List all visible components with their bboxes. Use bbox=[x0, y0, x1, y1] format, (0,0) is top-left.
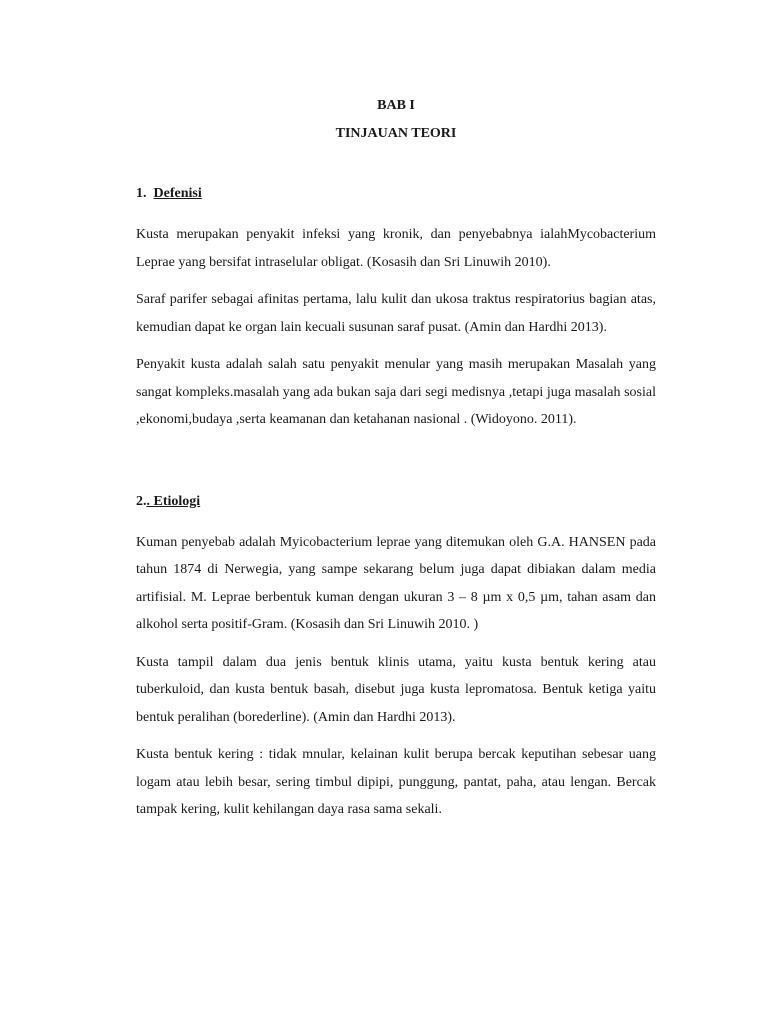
section-number: 2. bbox=[136, 493, 147, 509]
paragraph: Penyakit kusta adalah salah satu penyakit menular yang masih merupakan Masalah yang sangat kompleks.masalah yang ada bukan saja dari segi medisnya ,tetapi juga masalah sosial ,ekonomi,budaya ,serta keamanan dan ketahanan nasional . (Widoyono. 2011). bbox=[136, 357, 656, 427]
paragraph: Kusta tampil dalam dua jenis bentuk klinis utama, yaitu kusta bentuk kering atau tuberkuloid, dan kusta bentuk basah, disebut juga kusta lepromatosa. Bentuk ketiga yaitu bentuk peralihan (borederline). (Amin dan Hardhi 2013). bbox=[136, 654, 656, 725]
section-number: 1. bbox=[136, 186, 147, 201]
section-label: . Etiologi bbox=[146, 493, 201, 509]
paragraph: Kusta merupakan penyakit infeksi yang kronik, dan penyebabnya ialahMycobacterium Leprae yang bersifat intraselular obligat. (Kosasih dan Sri Linuwih 2010). bbox=[136, 227, 656, 270]
paragraph: Saraf parifer sebagai afinitas pertama, lalu kulit dan ukosa traktus respiratorius bagian atas, kemudian dapat ke organ lain kecuali susunan saraf pusat. (Amin dan Hardhi 2013). bbox=[136, 292, 656, 335]
chapter-title: TINJAUAN TEORI bbox=[335, 126, 457, 141]
paragraph: Kuman penyebab adalah Myicobacterium leprae yang ditemukan oleh G.A. HANSEN pada tahun 1874 di Nerwegia, yang sampe sekarang belum juga dapat dibiakan dalam media artifisial. M. Leprae berbentuk kuman dengan ukuran 3 – 8 µm x 0,5 µm, tahan asam dan alkohol serta positif-Gram. (Kosasih dan Sri Linuwih 2010. ) bbox=[136, 534, 656, 632]
section-heading-etiologi bbox=[136, 492, 656, 512]
chapter-number: BAB I bbox=[377, 98, 415, 113]
section-heading-defenisi bbox=[136, 184, 656, 204]
section-label: Defenisi bbox=[153, 186, 202, 201]
paragraph: Kusta bentuk kering : tidak mnular, kelainan kulit berupa bercak keputihan sebesar uang logam atau lebih besar, sering timbul dipipi, punggung, pantat, paha, atau lengan. Bercak tampak kering, kulit kehilangan daya rasa sama sekali. bbox=[136, 747, 656, 817]
document-body bbox=[136, 92, 656, 824]
